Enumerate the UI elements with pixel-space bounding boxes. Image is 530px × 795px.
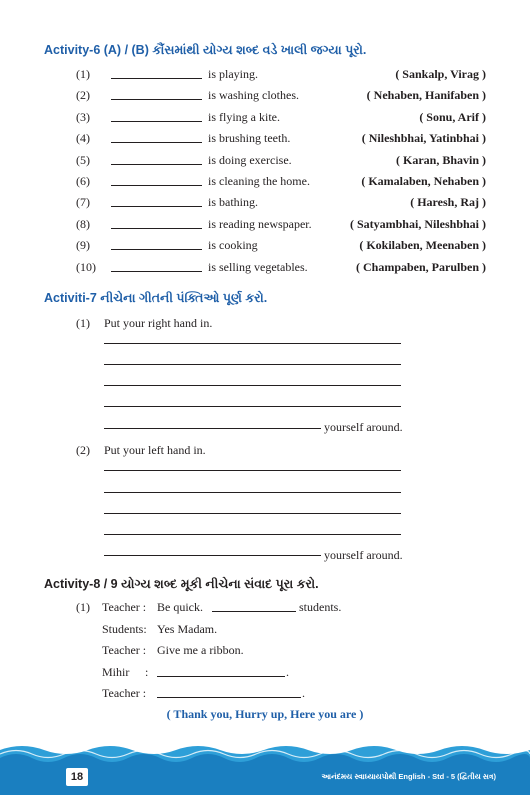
dialogue-colon: : bbox=[145, 665, 149, 679]
activity7-q1-number: (1) bbox=[76, 316, 90, 330]
activity6-item bbox=[0, 110, 530, 130]
activity6-item bbox=[0, 217, 530, 237]
activity6-item bbox=[0, 131, 530, 151]
answer-line[interactable] bbox=[104, 385, 401, 386]
item-number: (3) bbox=[76, 109, 90, 124]
item-options: ( Nehaben, Hanifaben ) bbox=[366, 88, 486, 103]
item-options: ( Karan, Bhavin ) bbox=[395, 152, 486, 167]
word-choices-text: ( Thank you, Hurry up, Here you are ) bbox=[166, 707, 364, 721]
fill-in-blank[interactable] bbox=[111, 228, 202, 229]
answer-line[interactable] bbox=[104, 428, 321, 429]
answer-line[interactable] bbox=[104, 513, 401, 514]
fill-in-blank[interactable] bbox=[111, 206, 202, 207]
activity8-title-en: Activity-8 / 9 bbox=[44, 577, 118, 591]
item-number: (4) bbox=[76, 131, 90, 146]
activity6-item bbox=[0, 88, 530, 108]
dialogue-speaker: Teacher : bbox=[102, 643, 147, 657]
item-number: (7) bbox=[76, 195, 90, 210]
item-number: (10) bbox=[76, 259, 96, 274]
activity6-item bbox=[0, 67, 530, 87]
fill-in-blank[interactable] bbox=[111, 121, 202, 122]
answer-line[interactable] bbox=[104, 555, 321, 556]
answer-line[interactable] bbox=[104, 534, 401, 535]
answer-line[interactable] bbox=[104, 492, 401, 493]
answer-line[interactable] bbox=[104, 364, 401, 365]
dialogue-blank[interactable] bbox=[157, 676, 285, 677]
dialogue-line-text: Give me a ribbon. bbox=[157, 643, 244, 657]
activity8-number: (1) bbox=[76, 600, 90, 614]
answer-line[interactable] bbox=[104, 470, 401, 471]
item-options: ( Champaben, Parulben ) bbox=[355, 259, 486, 274]
item-text: is cleaning the home. bbox=[208, 174, 310, 188]
item-number: (5) bbox=[76, 152, 90, 167]
item-number: (8) bbox=[76, 216, 90, 231]
dialogue-end-punctuation: . bbox=[286, 665, 289, 679]
item-options: ( Kokilaben, Meenaben ) bbox=[359, 238, 486, 253]
activity6-title-en: Activity-6 (A) / (B) bbox=[44, 43, 149, 57]
item-number: (6) bbox=[76, 174, 90, 188]
item-text: is selling vegetables. bbox=[208, 259, 308, 274]
item-text: is cooking bbox=[208, 238, 258, 253]
fill-in-blank[interactable] bbox=[111, 164, 202, 165]
item-number: (2) bbox=[76, 88, 90, 103]
fill-in-blank[interactable] bbox=[111, 271, 202, 272]
activity6-heading bbox=[44, 43, 366, 58]
dialogue-end-punctuation: . bbox=[302, 686, 305, 700]
item-text: is washing clothes. bbox=[208, 88, 299, 103]
activity6-item bbox=[0, 195, 530, 215]
activity6-item bbox=[0, 238, 530, 258]
activity7-heading bbox=[44, 291, 267, 306]
activity8-heading bbox=[44, 577, 319, 592]
activity6-item bbox=[0, 153, 530, 173]
answer-line[interactable] bbox=[104, 343, 401, 344]
dialogue-speaker: Students: bbox=[102, 622, 147, 636]
activity7-q2-number: (2) bbox=[76, 443, 90, 457]
item-options: ( Kamalaben, Nehaben ) bbox=[361, 174, 486, 188]
activity7-q2-ending: yourself around. bbox=[324, 548, 403, 562]
word-choices bbox=[0, 705, 530, 723]
item-text: is reading newspaper. bbox=[208, 216, 312, 231]
item-options: ( Sankalp, Virag ) bbox=[395, 67, 486, 81]
activity7-q2-text: Put your left hand in. bbox=[104, 443, 206, 457]
activity6-title-gu: કૌંસમાંથી યોગ્ય શબ્દ વડે ખાલી જગ્યા પૂરો. bbox=[152, 43, 367, 57]
activity7-q1-text: Put your right hand in. bbox=[104, 316, 213, 330]
fill-in-blank[interactable] bbox=[111, 185, 202, 186]
item-number: (9) bbox=[76, 238, 90, 253]
dialogue-line-text: students. bbox=[299, 600, 342, 614]
dialogue-speaker: Teacher : bbox=[102, 686, 147, 700]
item-number: (1) bbox=[76, 67, 90, 81]
activity7-title-en: Activiti-7 bbox=[44, 291, 97, 305]
book-title: આનંદમય સ્વાધ્યાયપોથી English - Std - 5 (દ્વિતીય સત્ર) bbox=[321, 772, 496, 781]
fill-in-blank[interactable] bbox=[111, 99, 202, 100]
dialogue-line-text: Be quick. bbox=[157, 600, 203, 614]
dialogue-blank[interactable] bbox=[212, 611, 296, 612]
page-number: 18 bbox=[66, 768, 88, 786]
answer-line[interactable] bbox=[104, 406, 401, 407]
item-text: is flying a kite. bbox=[208, 109, 280, 124]
fill-in-blank[interactable] bbox=[111, 249, 202, 250]
activity8-title-gu: યોગ્ય શબ્દ મૂકી નીચેના સંવાદ પૂરા કરો. bbox=[121, 577, 319, 591]
dialogue-speaker: Teacher : bbox=[102, 600, 147, 614]
item-text: is brushing teeth. bbox=[208, 131, 291, 146]
activity6-item bbox=[0, 260, 530, 280]
fill-in-blank[interactable] bbox=[111, 78, 202, 79]
item-text: is doing exercise. bbox=[208, 152, 292, 167]
item-options: ( Satyambhai, Nileshbhai ) bbox=[349, 216, 486, 231]
activity7-q1-ending: yourself around. bbox=[324, 420, 403, 434]
dialogue-blank[interactable] bbox=[157, 697, 301, 698]
item-options: ( Sonu, Arif ) bbox=[419, 109, 486, 124]
activity6-item bbox=[0, 174, 530, 194]
fill-in-blank[interactable] bbox=[111, 142, 202, 143]
dialogue-line-text: Yes Madam. bbox=[157, 622, 218, 636]
activity7-title-gu: નીચેના ગીતની પંક્તિઓ પૂર્ણ કરો. bbox=[100, 291, 268, 305]
item-text: is bathing. bbox=[208, 195, 258, 210]
item-options: ( Haresh, Raj ) bbox=[410, 195, 486, 210]
item-text: is playing. bbox=[208, 67, 258, 81]
item-options: ( Nileshbhai, Yatinbhai ) bbox=[361, 131, 486, 146]
dialogue-speaker: Mihir bbox=[102, 665, 130, 679]
